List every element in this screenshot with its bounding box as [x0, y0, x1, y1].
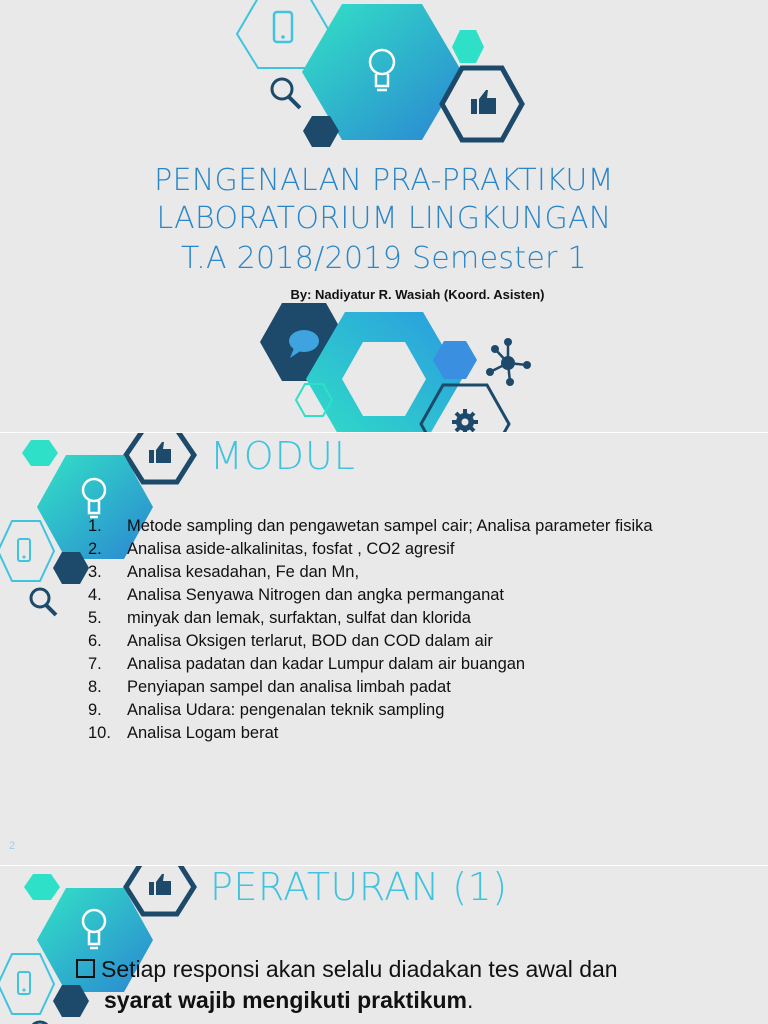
slide-peraturan — [0, 866, 768, 1024]
rule-1-line-2: syarat wajib mengikuti praktikum. — [104, 987, 474, 1013]
slide-title: PERATURAN (1) — [210, 866, 508, 909]
rules-text — [76, 954, 756, 1016]
list-item: 5. minyak dan lemak, surfaktan, sulfat dan klorida — [88, 609, 471, 627]
magnifier-icon — [31, 589, 56, 615]
thumbs-up-icon — [126, 433, 194, 482]
slide-title: MODUL — [210, 434, 356, 478]
list-item: 2. Analisa aside-alkalinitas, fosfat , CO2 agresif — [88, 540, 455, 558]
phone-icon — [0, 521, 54, 581]
magnifier-icon — [272, 79, 300, 108]
title-line-2: LABORATORIUM LINGKUNGAN — [156, 201, 612, 236]
phone-icon — [0, 954, 54, 1014]
checkbox-bullet-icon — [76, 959, 95, 978]
modul-list — [88, 515, 708, 745]
page-number: 2 — [9, 840, 16, 852]
list-item: 8. Penyiapan sampel dan analisa limbah padat — [88, 678, 451, 696]
list-item: 4. Analisa Senyawa Nitrogen dan angka permanganat — [88, 586, 505, 604]
slide-title — [0, 0, 768, 432]
list-item: 3. Analisa kesadahan, Fe dan Mn, — [88, 563, 360, 581]
thumbs-up-icon — [442, 68, 522, 140]
byline: By: Nadiyatur R. Wasiah (Koord. Asisten) — [290, 287, 545, 302]
small-hexagon — [24, 874, 60, 900]
slide-modul — [0, 433, 768, 865]
list-item: 1. Metode sampling dan pengawetan sampel cair; Analisa parameter fisika — [88, 517, 653, 535]
network-icon — [486, 338, 531, 386]
title-line-3: T.A 2018/2019 Semester 1 — [181, 241, 587, 276]
small-hexagon — [22, 440, 58, 466]
list-item: 9. Analisa Udara: pengenalan teknik sampling — [88, 701, 445, 719]
small-hexagon — [452, 30, 484, 63]
rule-1-line-1: Setiap responsi akan selalu diadakan tes awal dan — [76, 954, 756, 985]
list-item: 6. Analisa Oksigen terlarut, BOD dan COD dalam air — [88, 632, 493, 650]
list-item: 7. Analisa padatan dan kadar Lumpur dalam air buangan — [88, 655, 526, 673]
thumbs-up-icon — [126, 866, 194, 914]
list-item: 10. Analisa Logam berat — [88, 724, 279, 742]
title-line-1: PENGENALAN PRA-PRAKTIKUM — [154, 163, 614, 198]
